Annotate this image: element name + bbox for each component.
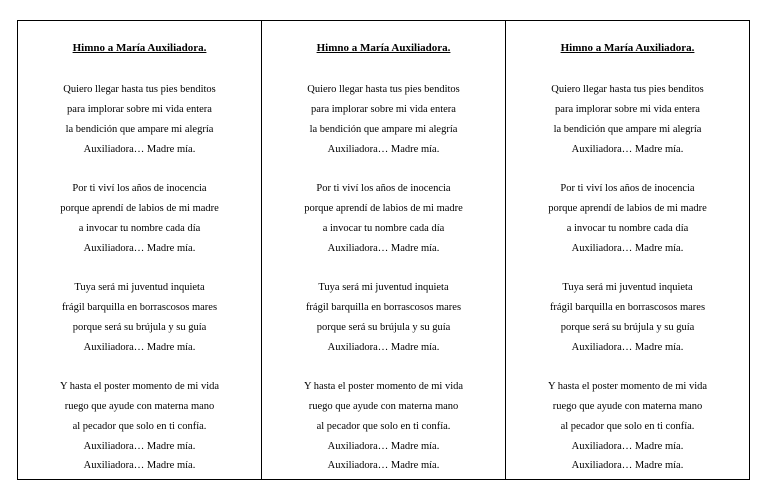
verse-line: frágil barquilla en borrascosos mares xyxy=(305,302,462,313)
verse-line: para implorar sobre mi vida entera xyxy=(67,104,212,115)
verse-line: porque será su brújula y su guía xyxy=(72,322,207,333)
verse-line: al pecador que solo en ti confía. xyxy=(72,421,207,432)
verse-line: Quiero llegar hasta tus pies benditos xyxy=(551,84,704,95)
refrain-line: Auxiliadora… Madre mía. xyxy=(83,144,196,155)
verse-line: Quiero llegar hasta tus pies benditos xyxy=(63,84,216,95)
verse-line: Tuya será mi juventud inquieta xyxy=(318,282,449,293)
stanza-3 xyxy=(506,278,749,357)
verse-line: la bendición que ampare mi alegría xyxy=(553,124,702,135)
refrain-line: Auxiliadora… Madre mía. xyxy=(327,243,440,254)
stanza-2 xyxy=(506,179,749,258)
verse-line: al pecador que solo en ti confía. xyxy=(560,421,695,432)
verse-line: a invocar tu nombre cada día xyxy=(566,223,689,234)
refrain-line: Auxiliadora… Madre mía. xyxy=(327,342,440,353)
hymn-title: Himno a María Auxiliadora. xyxy=(316,42,451,54)
stanza-1 xyxy=(506,80,749,159)
stanza-2 xyxy=(262,179,505,258)
verse-line: ruego que ayude con materna mano xyxy=(64,401,215,412)
verse-line: a invocar tu nombre cada día xyxy=(322,223,445,234)
verse-line: Y hasta el poster momento de mi vida xyxy=(303,381,464,392)
refrain-line: Auxiliadora… Madre mía. xyxy=(327,144,440,155)
verse-line: ruego que ayude con materna mano xyxy=(308,401,459,412)
refrain-line: Auxiliadora… Madre mía. xyxy=(83,460,196,471)
hymn-title: Himno a María Auxiliadora. xyxy=(560,42,695,54)
verse-line: Quiero llegar hasta tus pies benditos xyxy=(307,84,460,95)
refrain-line: Auxiliadora… Madre mía. xyxy=(571,441,684,452)
stanza-3 xyxy=(262,278,505,357)
verse-line: porque aprendí de labios de mi madre xyxy=(304,203,463,214)
hymn-title: Himno a María Auxiliadora. xyxy=(72,42,207,54)
stanza-4 xyxy=(506,377,749,475)
verse-line: frágil barquilla en borrascosos mares xyxy=(549,302,706,313)
verse-line: porque aprendí de labios de mi madre xyxy=(60,203,219,214)
stanza-3 xyxy=(18,278,261,357)
refrain-line: Auxiliadora… Madre mía. xyxy=(571,243,684,254)
refrain-line: Auxiliadora… Madre mía. xyxy=(571,342,684,353)
hymn-column-2 xyxy=(262,21,506,479)
verse-line: Y hasta el poster momento de mi vida xyxy=(59,381,220,392)
verse-line: ruego que ayude con materna mano xyxy=(552,401,703,412)
verse-line: Por ti viví los años de inocencia xyxy=(316,183,451,194)
verse-line: Y hasta el poster momento de mi vida xyxy=(547,381,708,392)
stanza-4 xyxy=(262,377,505,475)
refrain-line: Auxiliadora… Madre mía. xyxy=(327,441,440,452)
stanza-1 xyxy=(18,80,261,159)
stanza-4 xyxy=(18,377,261,475)
verse-line: Por ti viví los años de inocencia xyxy=(560,183,695,194)
verse-line: al pecador que solo en ti confía. xyxy=(316,421,451,432)
verse-line: a invocar tu nombre cada día xyxy=(78,223,201,234)
verse-line: para implorar sobre mi vida entera xyxy=(311,104,456,115)
verse-line: Tuya será mi juventud inquieta xyxy=(74,282,205,293)
hymn-column-1 xyxy=(18,21,262,479)
refrain-line: Auxiliadora… Madre mía. xyxy=(571,144,684,155)
verse-line: la bendición que ampare mi alegría xyxy=(65,124,214,135)
refrain-line: Auxiliadora… Madre mía. xyxy=(83,342,196,353)
verse-line: la bendición que ampare mi alegría xyxy=(309,124,458,135)
refrain-line: Auxiliadora… Madre mía. xyxy=(571,460,684,471)
verse-line: porque aprendí de labios de mi madre xyxy=(548,203,707,214)
verse-line: porque será su brújula y su guía xyxy=(560,322,695,333)
refrain-line: Auxiliadora… Madre mía. xyxy=(83,441,196,452)
hymn-sheet xyxy=(17,20,750,480)
verse-line: Tuya será mi juventud inquieta xyxy=(562,282,693,293)
hymn-column-3 xyxy=(506,21,749,479)
verse-line: frágil barquilla en borrascosos mares xyxy=(61,302,218,313)
verse-line: para implorar sobre mi vida entera xyxy=(555,104,700,115)
verse-line: Por ti viví los años de inocencia xyxy=(72,183,207,194)
refrain-line: Auxiliadora… Madre mía. xyxy=(83,243,196,254)
stanza-2 xyxy=(18,179,261,258)
stanza-1 xyxy=(262,80,505,159)
verse-line: porque será su brújula y su guía xyxy=(316,322,451,333)
refrain-line: Auxiliadora… Madre mía. xyxy=(327,460,440,471)
